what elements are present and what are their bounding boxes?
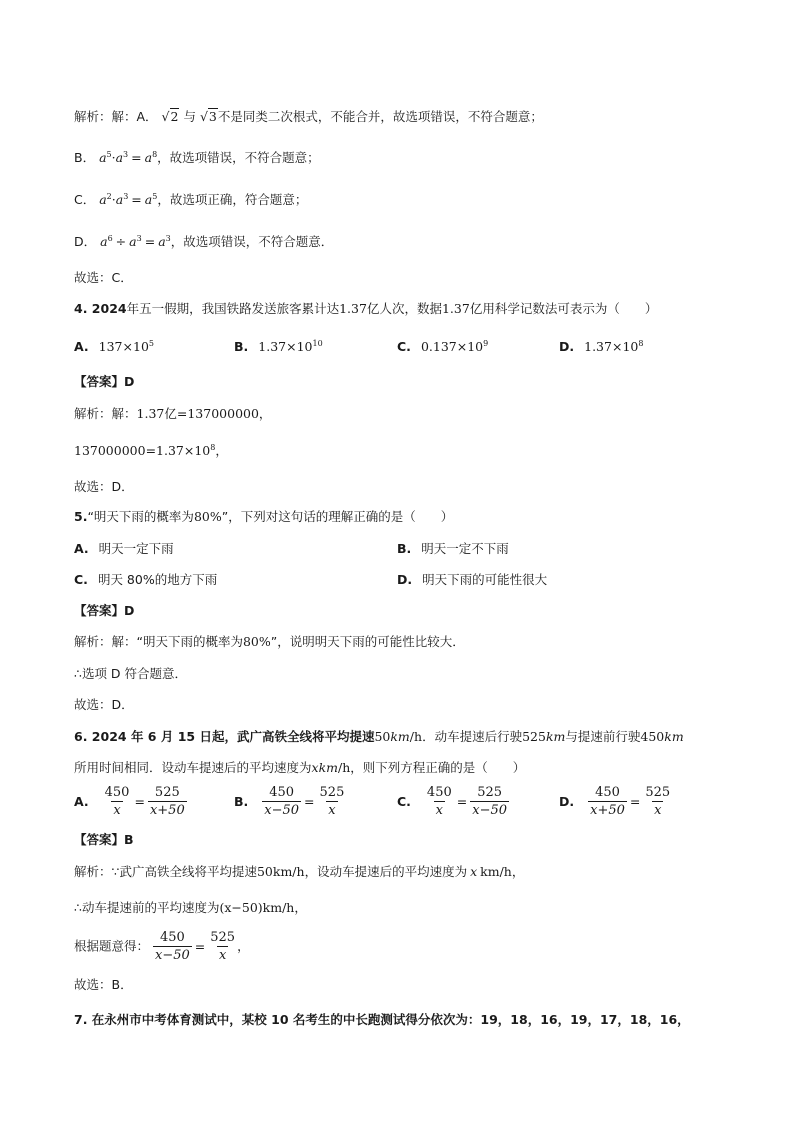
q4-choice: 故选：D．: [74, 479, 134, 494]
q6-choice: 故选：B．: [74, 977, 133, 992]
q6-option-d[interactable]: D. $\frac{450}{x+50}$ = $\frac{525}{x}$: [559, 785, 671, 818]
q4-option-a[interactable]: A. $137\times 10^5$: [74, 338, 154, 354]
q3-analysis-c: C． $a^2\cdot a^3 = a^5$，故选项正确，符合题意；: [74, 191, 308, 207]
q4-analysis-1: 解析：解：1.37亿=137000000，: [74, 406, 272, 421]
q4-stem: 4. 2024年五一假期，我国铁路发送旅客累计达1.37亿人次，数据1.37亿用科学记数法可表示为（ ）: [74, 301, 658, 316]
q4-answer: 【答案】D: [74, 374, 135, 389]
q4-analysis-2: $137000000=1.37\times 10^8$，: [74, 442, 228, 458]
q6-answer: 【答案】B: [74, 832, 134, 847]
q3-choice: 故选：C．: [74, 270, 133, 285]
q5-therefore: ∴选项 D 符合题意．: [74, 666, 188, 681]
q5-stem: 5.“明天下雨的概率为80%”，下列对这句话的理解正确的是（ ）: [74, 509, 454, 524]
sqrt-3: √3: [199, 109, 217, 124]
q6-analysis-3: 根据题意得： $\frac{450}{x-50}$ = $\frac{525}{x}$ ，: [74, 930, 250, 963]
q3-analysis-a: 解析：解：A． √2 与 √3不是同类二次根式，不能合并，故选项错误，不符合题意；: [74, 109, 543, 124]
q4-option-b[interactable]: B. $1.37\times 10^{10}$: [234, 338, 323, 354]
q4-option-d[interactable]: D. $1.37\times 10^8$: [559, 338, 644, 354]
q5-option-c[interactable]: C. 明天 80%的地方下雨: [74, 572, 218, 587]
q6-stem-line2: 所用时间相同．设动车提速后的平均速度为xkm/h，则下列方程正确的是（ ）: [74, 760, 526, 775]
q4-option-c[interactable]: C. $0.137\times 10^9$: [397, 338, 489, 354]
q6-option-c[interactable]: C. $\frac{450}{x}$ = $\frac{525}{x-50}$: [397, 785, 508, 818]
q6-option-b[interactable]: B. $\frac{450}{x-50}$ = $\frac{525}{x}$: [234, 785, 345, 818]
q6-stem-line1: 6. 2024 年 6 月 15 日起，武广高铁全线将平均提速50km/h．动车提速后行驶525km与提速前行驶450km: [74, 729, 684, 744]
q6-analysis-2: ∴动车提速前的平均速度为(x−50)km/h，: [74, 900, 307, 915]
q7-stem: 7. 在永州市中考体育测试中，某校 10 名考生的中长跑测试得分依次为：19，18，16，19，17，18，16，: [74, 1012, 690, 1027]
q3-analysis-d: D． $a^6 \div a^3 = a^3$，故选项错误，不符合题意．: [74, 233, 334, 249]
q5-analysis: 解析：解：“明天下雨的概率为80%”，说明明天下雨的可能性比较大．: [74, 634, 465, 649]
q6-option-a[interactable]: A. $\frac{450}{x}$ = $\frac{525}{x+50}$: [74, 785, 185, 818]
q6-analysis-1: 解析：∵武广高铁全线将平均提速50km/h，设动车提速后的平均速度为 x km/h，: [74, 864, 525, 879]
q5-answer: 【答案】D: [74, 603, 135, 618]
q5-option-d[interactable]: D. 明天下雨的可能性很大: [397, 572, 548, 587]
q5-option-a[interactable]: A. 明天一定下雨: [74, 541, 174, 556]
q5-option-b[interactable]: B. 明天一定不下雨: [397, 541, 509, 556]
q3-analysis-b: B． $a^5\cdot a^3 = a^8$，故选项错误，不符合题意；: [74, 149, 320, 165]
q5-choice: 故选：D．: [74, 697, 134, 712]
sqrt-2: √2: [161, 109, 179, 124]
